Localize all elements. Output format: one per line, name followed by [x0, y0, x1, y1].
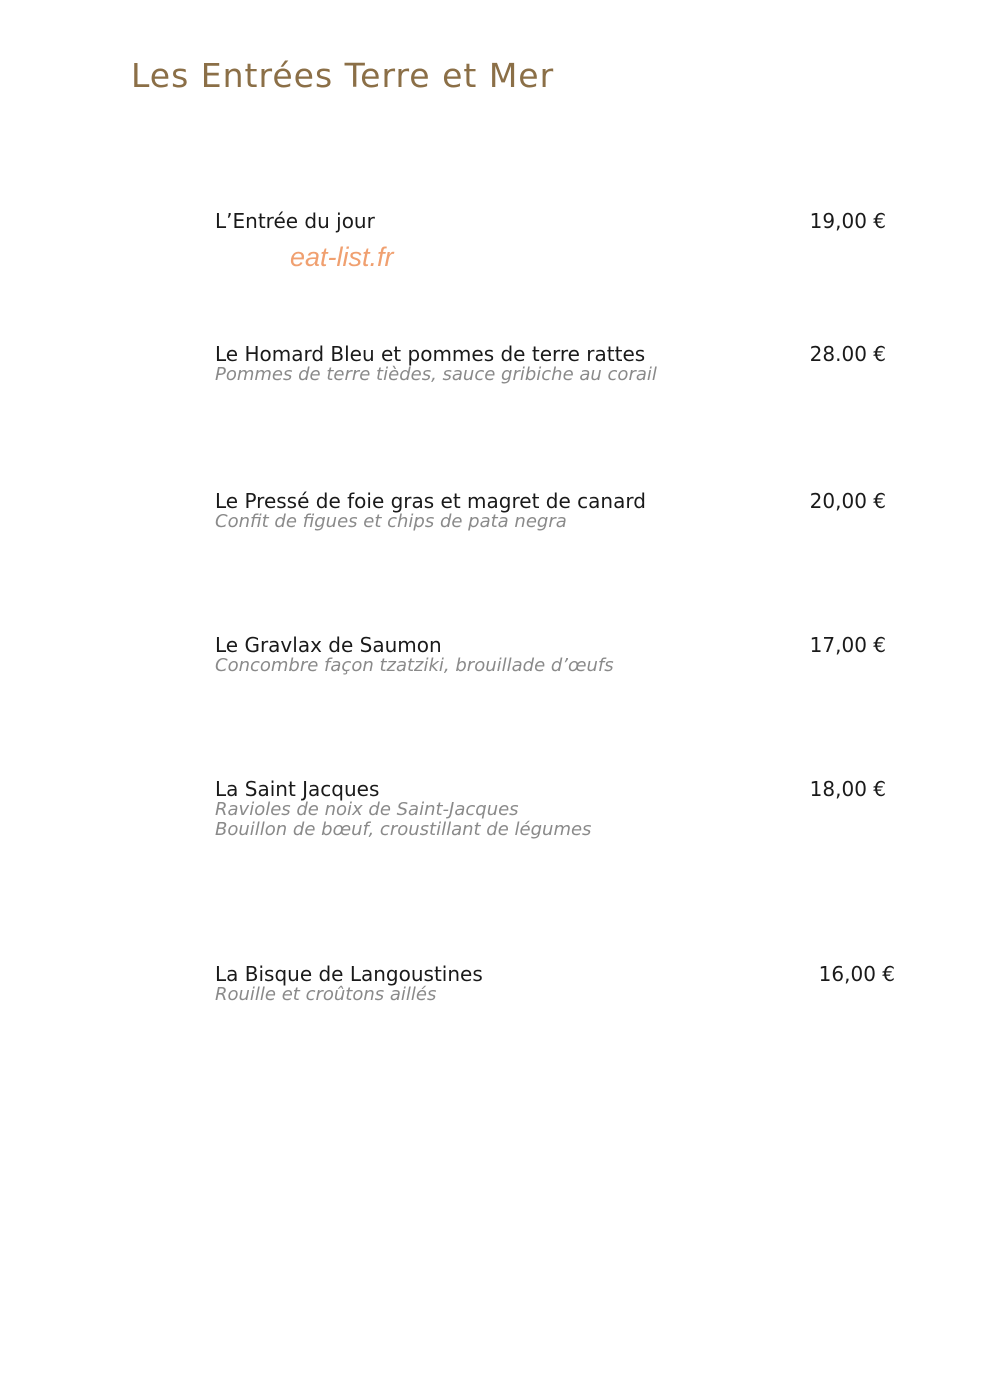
menu-item-description: Confit de figues et chips de pata negra: [215, 511, 567, 532]
menu-item: [215, 210, 895, 232]
page-title: Les Entrées Terre et Mer: [131, 56, 555, 96]
watermark: eat-list.fr: [290, 242, 394, 272]
menu-item-name: La Bisque de Langoustines: [215, 962, 483, 986]
menu-item-name: L’Entrée du jour: [215, 209, 375, 233]
menu-item-price: 17,00 €: [809, 633, 886, 657]
menu-item-name: Le Homard Bleu et pommes de terre rattes: [215, 342, 646, 366]
menu-item-description: Concombre façon tzatziki, brouillade d’œufs: [215, 655, 614, 676]
menu-item-description: Ravioles de noix de Saint-Jacques: [215, 799, 519, 820]
menu-item-price: 16,00 €: [818, 962, 895, 986]
menu-item-name: La Saint Jacques: [215, 777, 380, 801]
menu-item-description: Pommes de terre tièdes, sauce gribiche au corail: [215, 364, 657, 385]
menu-item-name: Le Pressé de foie gras et magret de canard: [215, 489, 646, 513]
menu-item: [215, 634, 895, 676]
menu-item-description: Rouille et croûtons aillés: [215, 984, 437, 1005]
menu-item-price: 28.00 €: [809, 342, 886, 366]
menu-item-description: Bouillon de bœuf, croustillant de légumes: [215, 819, 592, 840]
menu-item: [215, 343, 895, 385]
menu-item-price: 18,00 €: [809, 777, 886, 801]
menu-item: [215, 778, 895, 840]
menu-item-price: 19,00 €: [809, 209, 886, 233]
menu-item-name: Le Gravlax de Saumon: [215, 633, 442, 657]
menu-item: [215, 963, 895, 1005]
menu-item-price: 20,00 €: [809, 489, 886, 513]
menu-item: [215, 490, 895, 532]
